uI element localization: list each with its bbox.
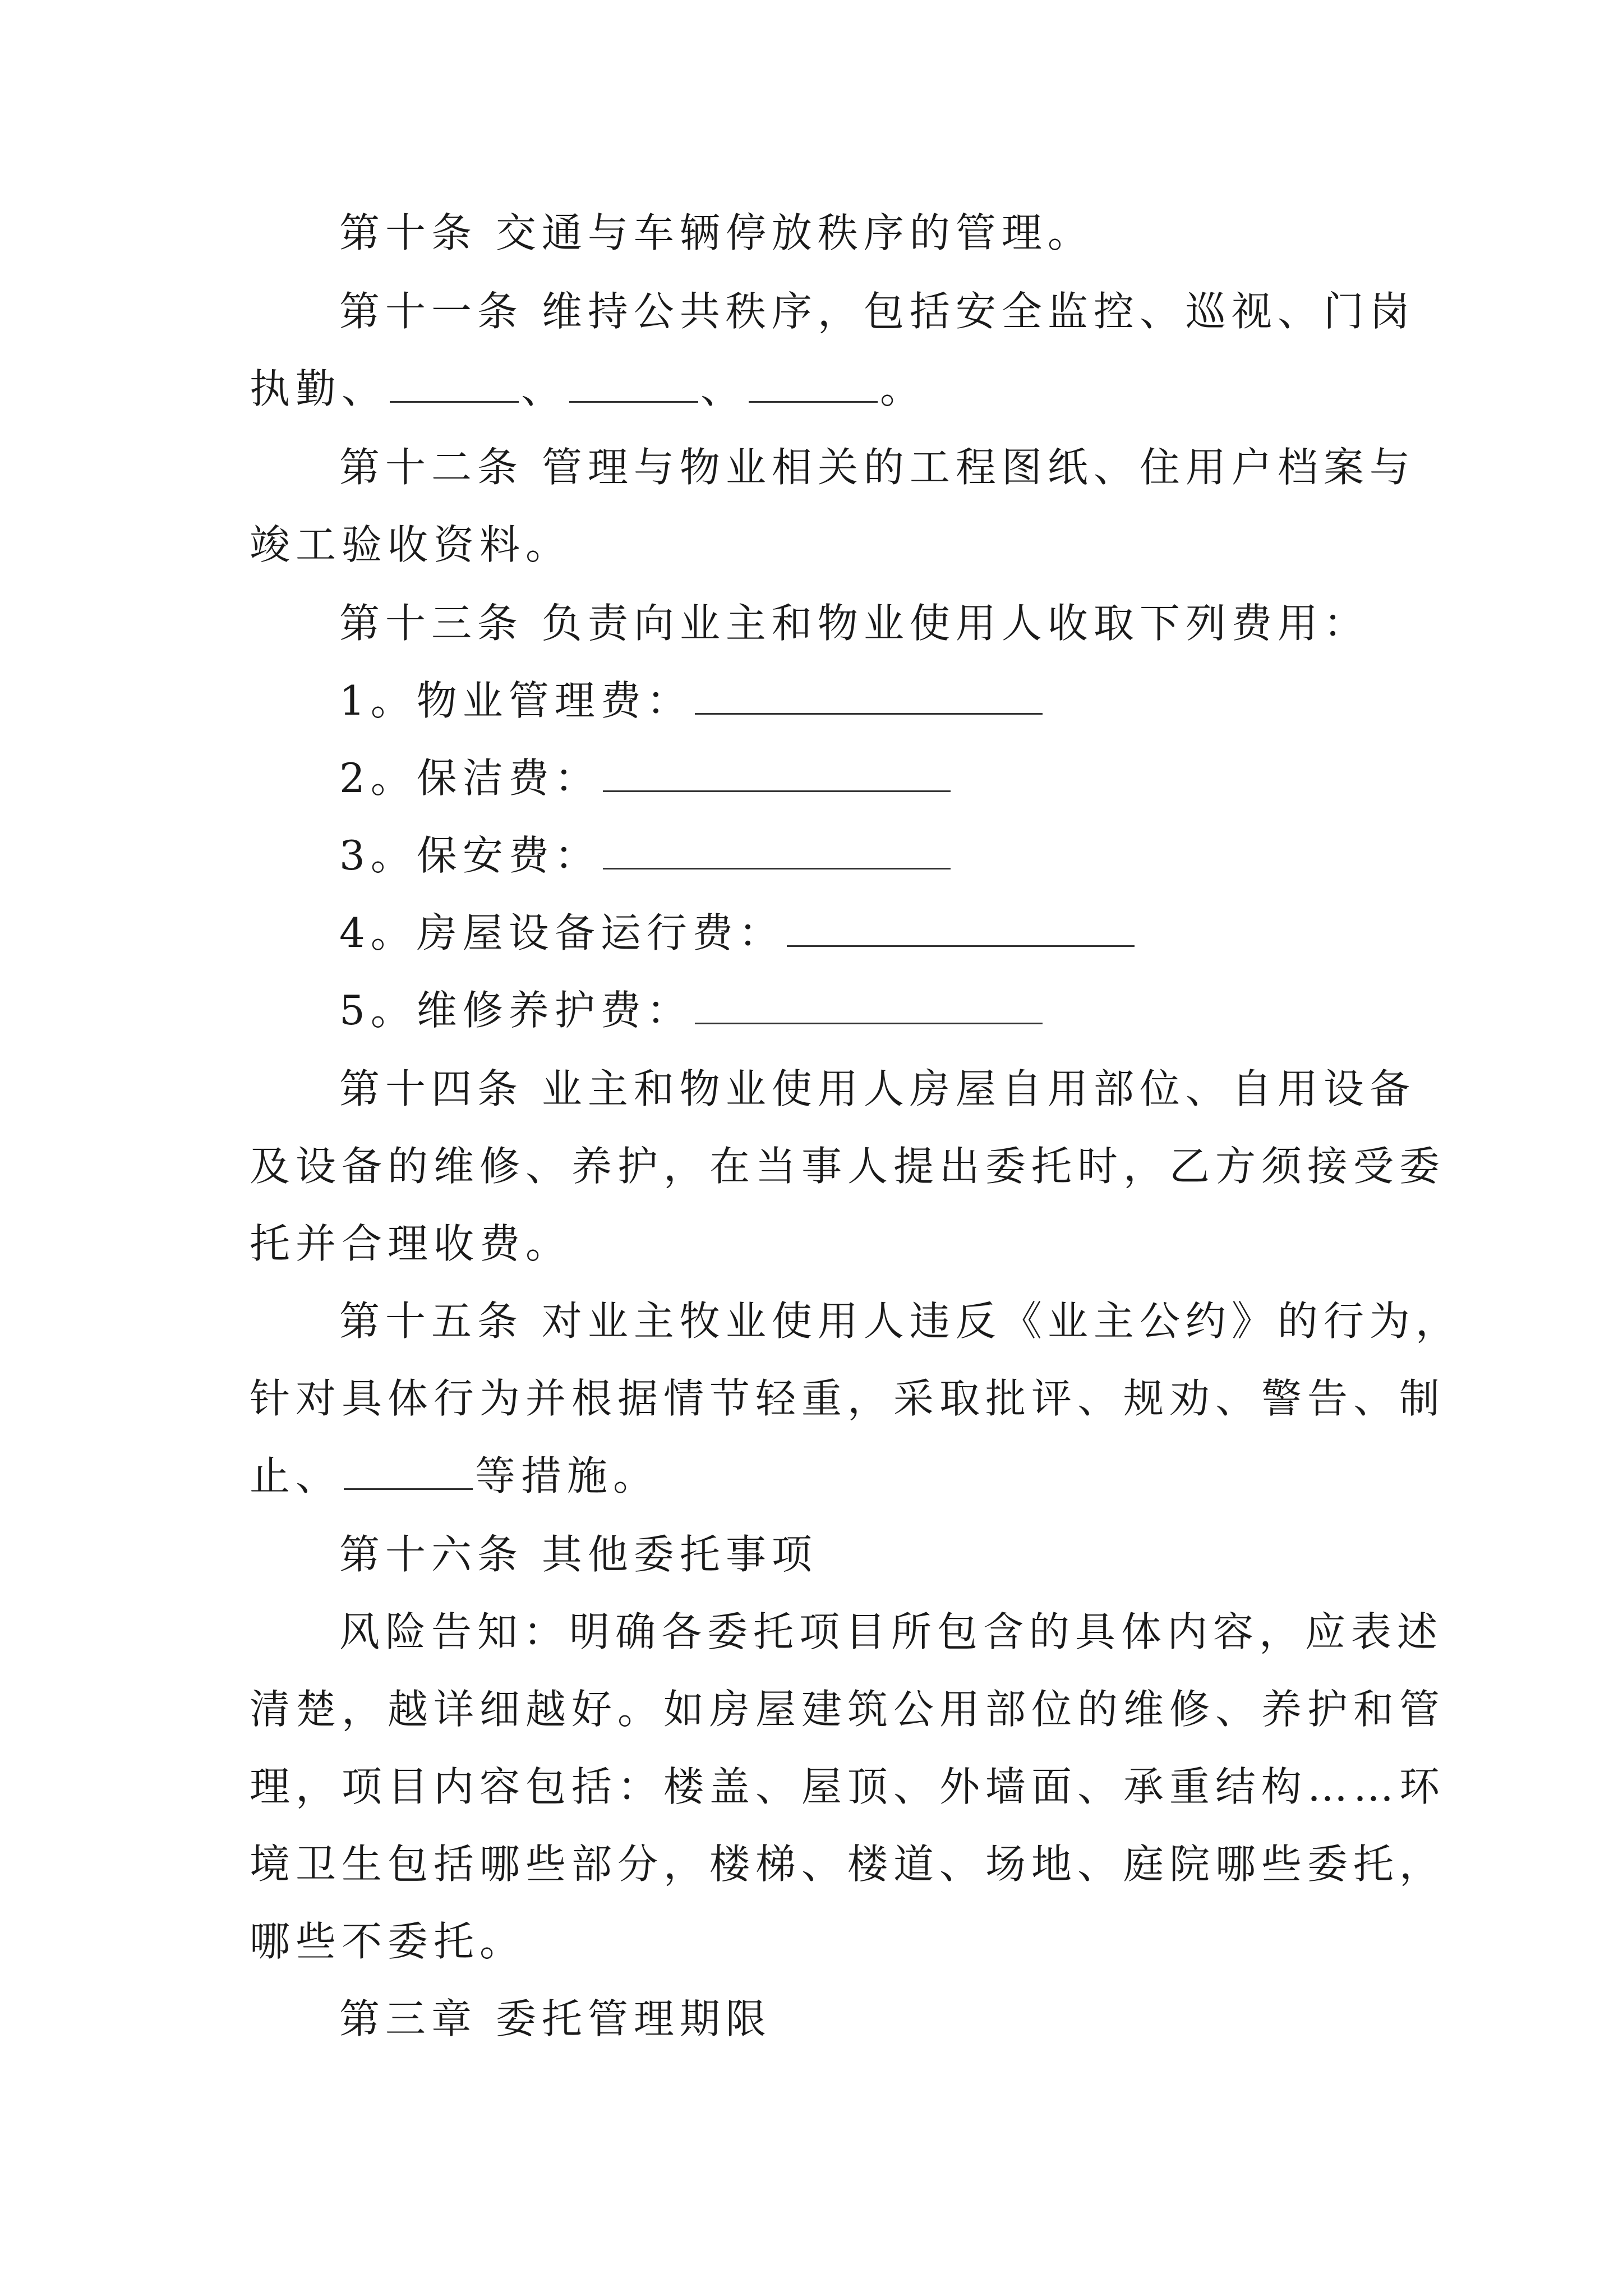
article-11-line-1: 第十一条 维持公共秩序，包括安全监控、巡视、门岗	[339, 288, 1415, 335]
text-fragment: 等措施。	[475, 1452, 660, 1499]
fill-in-blank	[695, 678, 1043, 715]
article-11-line-2	[250, 361, 1382, 417]
article-14-line-2: 及设备的维修、养护，在当事人提出委托时，乙方须接受委	[250, 1143, 1446, 1190]
fill-in-blank	[603, 833, 951, 869]
fee-label: 1。物业管理费：	[339, 677, 693, 724]
risk-notice-line-2: 清楚，越详细越好。如房屋建筑公用部位的维修、养护和管	[250, 1686, 1446, 1733]
fill-in-blank	[390, 366, 519, 403]
risk-notice-line-1: 风险告知：明确各委托项目所包含的具体内容，应表述	[339, 1608, 1444, 1655]
chapter-3-heading: 第三章 委托管理期限	[339, 1995, 772, 2042]
article-10: 第十条 交通与车辆停放秩序的管理。	[339, 209, 1094, 256]
article-16: 第十六条 其他委托事项	[339, 1531, 818, 1578]
fee-item-1	[339, 673, 1382, 729]
fee-item-3	[339, 827, 1382, 884]
text-fragment: 止、	[250, 1452, 342, 1499]
fee-label: 3。保安费：	[339, 832, 601, 879]
article-15-line-3	[250, 1448, 1382, 1504]
fill-in-blank	[569, 366, 698, 403]
article-12-line-1: 第十二条 管理与物业相关的工程图纸、住用户档案与	[339, 444, 1415, 491]
article-12-line-2: 竣工验收资料。	[250, 521, 572, 568]
fee-label: 5。维修养护费：	[339, 987, 693, 1034]
fill-in-blank	[603, 756, 951, 792]
fill-in-blank	[749, 366, 878, 403]
fee-item-2	[339, 750, 1382, 806]
article-14-line-3: 托并合理收费。	[250, 1220, 572, 1267]
article-15-line-2: 针对具体行为并根据情节轻重，采取批评、规劝、警告、制	[250, 1375, 1446, 1422]
fee-label: 4。房屋设备运行费：	[339, 909, 785, 956]
text-fragment: 、	[521, 365, 568, 412]
text-fragment: 执勤、	[250, 365, 388, 412]
fee-item-5	[339, 982, 1382, 1038]
fee-label: 2。保洁费：	[339, 754, 601, 802]
fill-in-blank	[344, 1453, 473, 1490]
fill-in-blank	[787, 910, 1135, 947]
text-fragment: 。	[880, 365, 926, 412]
risk-notice-line-5: 哪些不委托。	[250, 1918, 526, 1965]
text-fragment: 、	[700, 365, 747, 412]
article-14-line-1: 第十四条 业主和物业使用人房屋自用部位、自用设备	[339, 1065, 1415, 1112]
fee-item-4	[339, 905, 1382, 961]
article-15-line-1: 第十五条 对业主牧业使用人违反《业主公约》的行为，	[339, 1297, 1461, 1345]
fill-in-blank	[695, 988, 1043, 1024]
risk-notice-line-3: 理，项目内容包括：楼盖、屋顶、外墙面、承重结构……环	[250, 1763, 1446, 1810]
article-13: 第十三条 负责向业主和物业使用人收取下列费用：	[339, 600, 1370, 647]
risk-notice-line-4: 境卫生包括哪些部分，楼梯、楼道、场地、庭院哪些委托，	[250, 1841, 1446, 1888]
